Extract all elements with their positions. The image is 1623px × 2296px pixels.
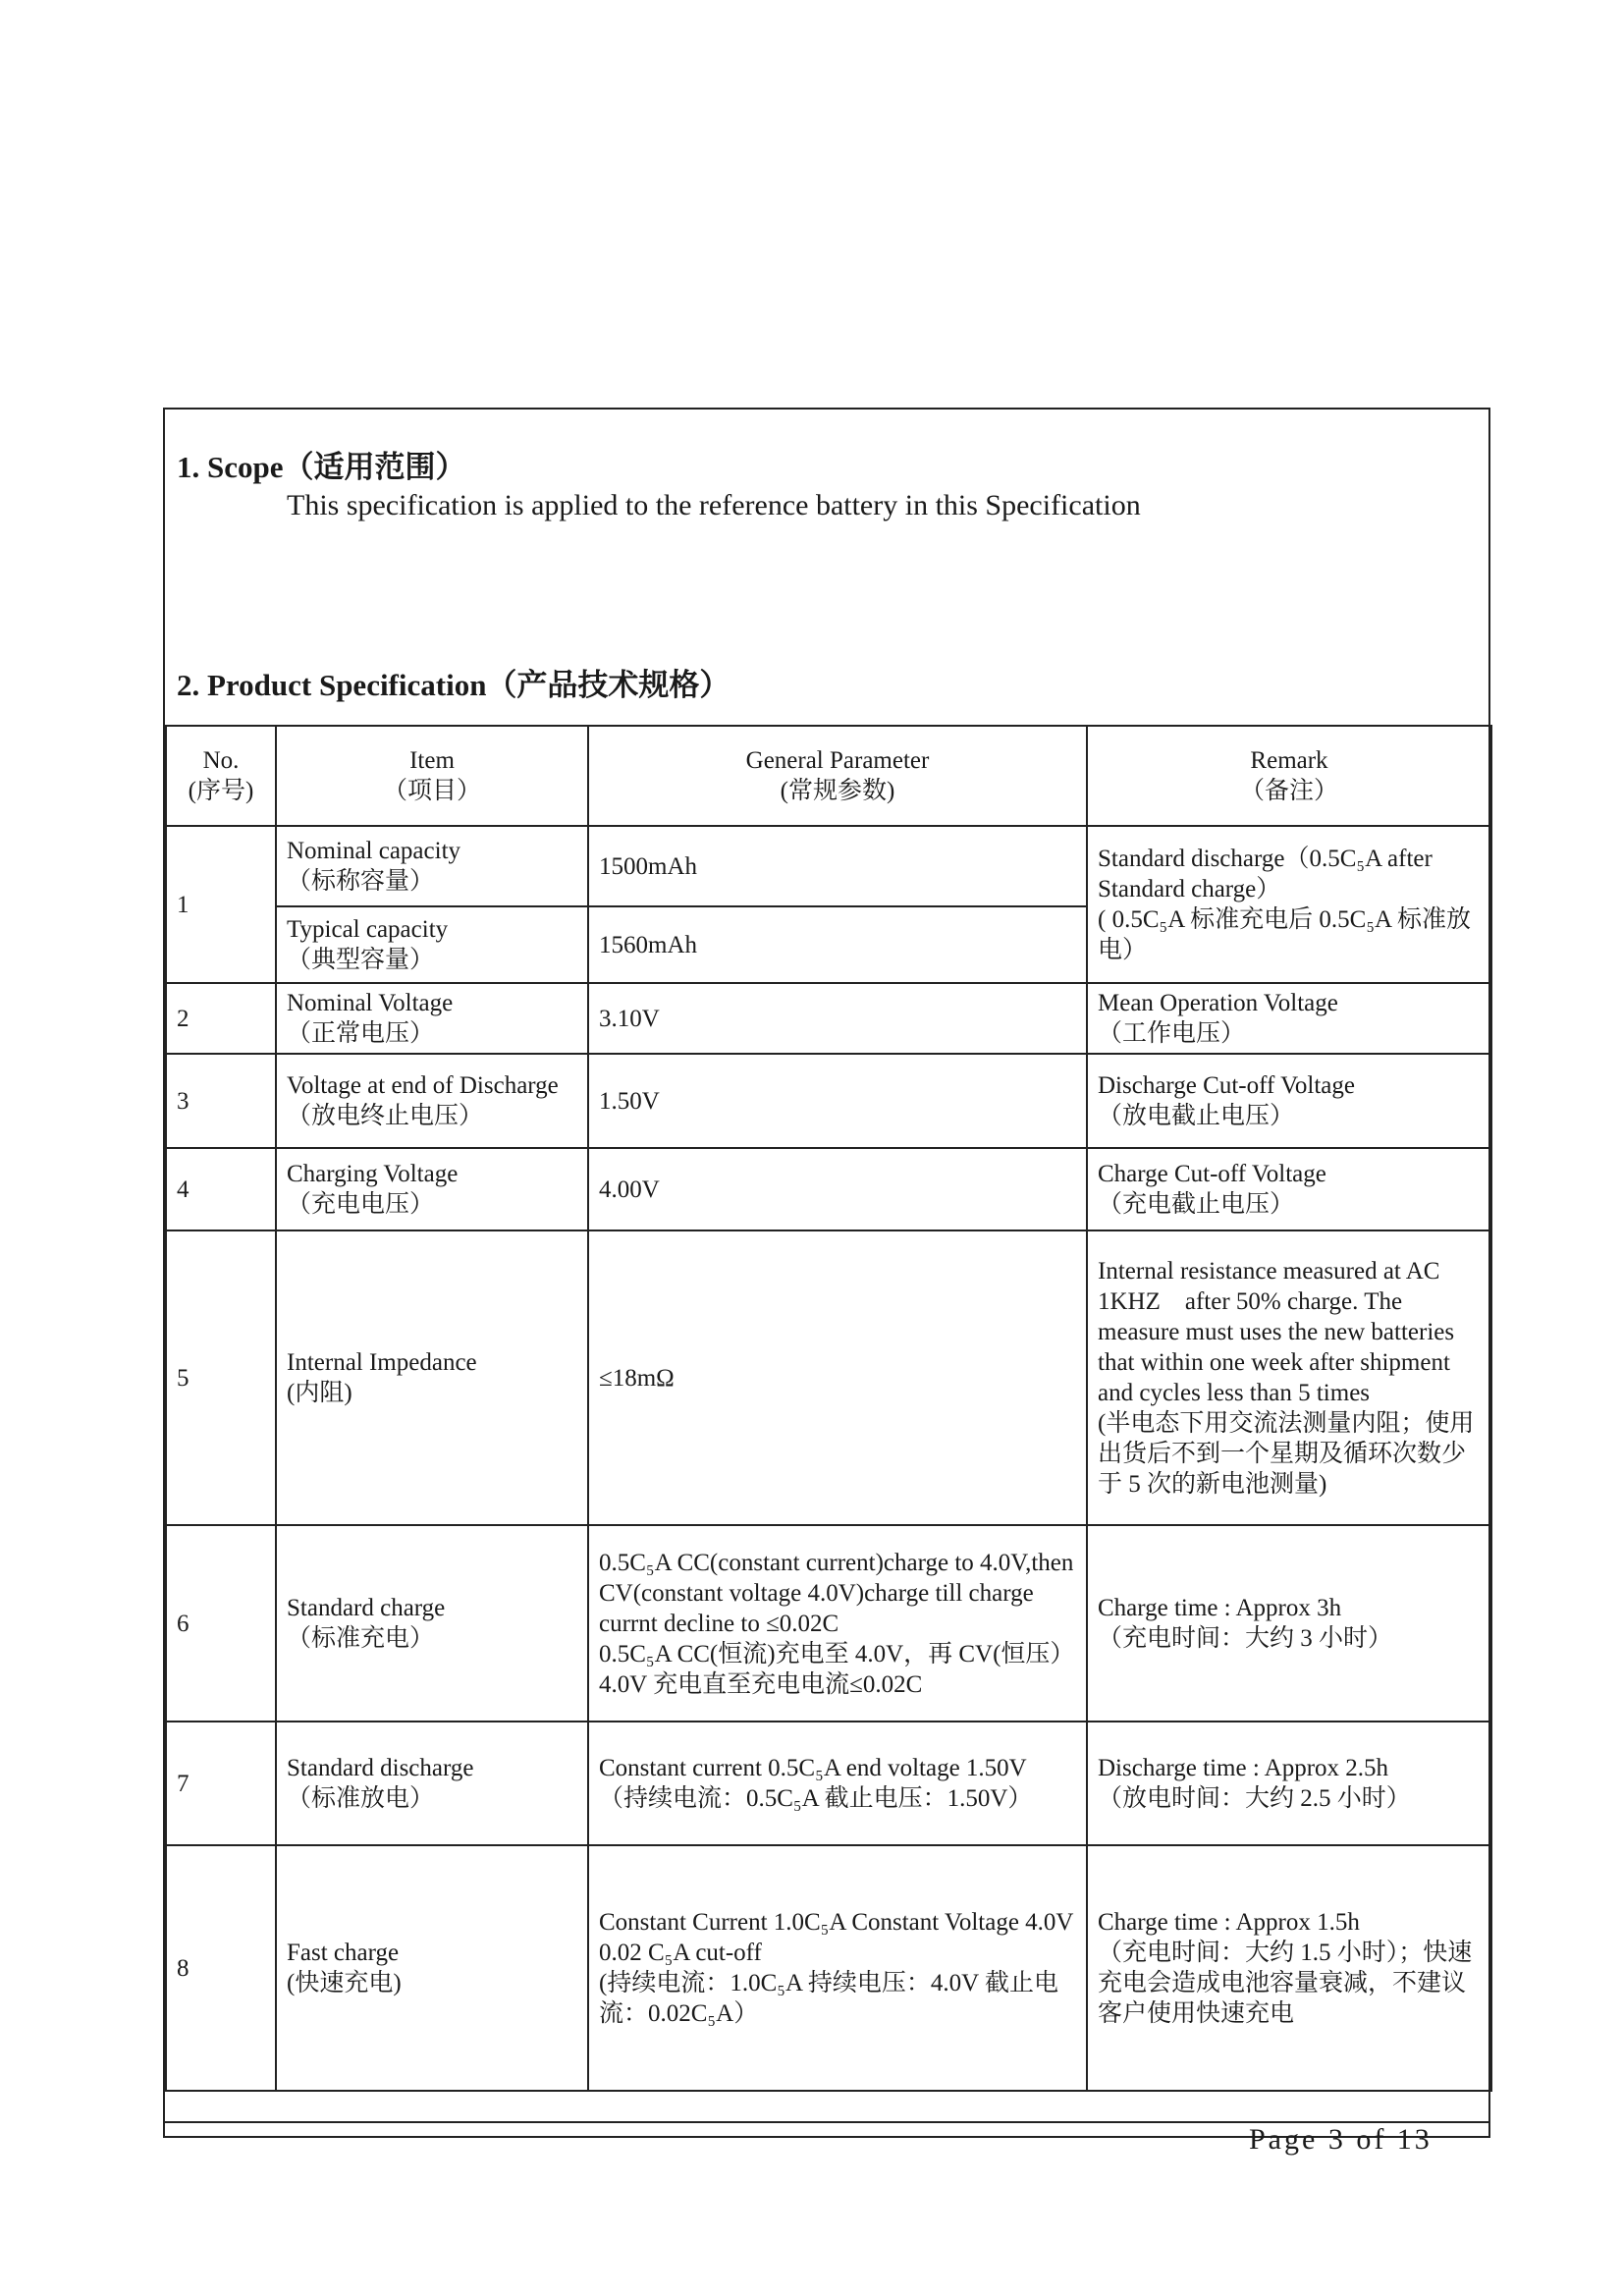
- table-row: [166, 983, 1491, 1054]
- table-row: [166, 1722, 1491, 1845]
- row-item: Standard discharge （标准放电）: [276, 1722, 588, 1845]
- row-param: 3.10V: [588, 983, 1087, 1054]
- table-row: [166, 1525, 1491, 1722]
- row-no: 1: [166, 826, 276, 983]
- row-no: 8: [166, 1845, 276, 2091]
- row-item: Internal Impedance (内阻): [276, 1230, 588, 1525]
- table-row: [166, 826, 1491, 906]
- table-header-row: [166, 726, 1491, 826]
- row-no: 6: [166, 1525, 276, 1722]
- row-remark: Standard discharge（0.5C₅A after Standard charge） ( 0.5C₅A 标准充电后 0.5C₅A 标准放电）: [1087, 826, 1491, 983]
- page-number: Page 3 of 13: [1249, 2123, 1433, 2156]
- row-param: 1500mAh: [588, 826, 1087, 906]
- table-row: [166, 1230, 1491, 1525]
- row-param: Constant Current 1.0C₅A Constant Voltage 4.0V 0.02 C₅A cut-off (持续电流：1.0C₅A 持续电压：4.0V 截止电流：0.02C₅A）: [588, 1845, 1087, 2091]
- product-spec-heading: 2. Product Specification（产品技术规格）: [177, 668, 730, 702]
- row-remark: Charge time : Approx 1.5h （充电时间：大约 1.5 小时）；快速充电会造成电池容量衰减，不建议客户使用快速充电: [1087, 1845, 1491, 2091]
- header-item: Item （项目）: [276, 726, 588, 826]
- row-param: ≤18mΩ: [588, 1230, 1087, 1525]
- row-remark: Charge Cut-off Voltage （充电截止电压）: [1087, 1148, 1491, 1230]
- scope-heading: 1. Scope（适用范围）: [177, 450, 466, 484]
- row-item: Voltage at end of Discharge （放电终止电压）: [276, 1054, 588, 1148]
- row-remark: Mean Operation Voltage （工作电压）: [1087, 983, 1491, 1054]
- row-item: Nominal capacity （标称容量）: [276, 826, 588, 906]
- row-remark: Discharge Cut-off Voltage （放电截止电压）: [1087, 1054, 1491, 1148]
- row-item: Nominal Voltage （正常电压）: [276, 983, 588, 1054]
- header-remark: Remark （备注）: [1087, 726, 1491, 826]
- row-param: 4.00V: [588, 1148, 1087, 1230]
- header-no: No. (序号): [166, 726, 276, 826]
- row-remark: Discharge time : Approx 2.5h （放电时间：大约 2.5 小时）: [1087, 1722, 1491, 1845]
- row-item: Fast charge (快速充电): [276, 1845, 588, 2091]
- row-no: 3: [166, 1054, 276, 1148]
- row-no: 5: [166, 1230, 276, 1525]
- row-item: Charging Voltage （充电电压）: [276, 1148, 588, 1230]
- row-param: Constant current 0.5C₅A end voltage 1.50V （持续电流：0.5C₅A 截止电压：1.50V）: [588, 1722, 1087, 1845]
- header-param: General Parameter (常规参数): [588, 726, 1087, 826]
- table-row: [166, 1845, 1491, 2091]
- row-no: 7: [166, 1722, 276, 1845]
- table-row: [166, 1148, 1491, 1230]
- row-no: 4: [166, 1148, 276, 1230]
- scope-text: This specification is applied to the reference battery in this Specification: [287, 489, 1141, 521]
- row-no: 2: [166, 983, 276, 1054]
- spec-table: [165, 725, 1492, 2092]
- row-param: 0.5C₅A CC(constant current)charge to 4.0V,then CV(constant voltage 4.0V)charge till charge currnt decline to ≤0.02C 0.5C₅A CC(恒流)充电至 4.0V，再 CV(恒压）4.0V 充电直至充电电流≤0.02C: [588, 1525, 1087, 1722]
- row-remark: Internal resistance measured at AC 1KHZ after 50% charge. The measure must uses the new batteries that within one week after shipment and cycles less than 5 times (半电态下用交流法测量内阻；使用出货后不到一个星期及循环次数少于 5 次的新电池测量): [1087, 1230, 1491, 1525]
- row-param: 1.50V: [588, 1054, 1087, 1148]
- table-row: [166, 1054, 1491, 1148]
- row-item: Standard charge （标准充电）: [276, 1525, 588, 1722]
- row-param: 1560mAh: [588, 906, 1087, 983]
- row-remark: Charge time : Approx 3h （充电时间：大约 3 小时）: [1087, 1525, 1491, 1722]
- row-item: Typical capacity （典型容量）: [276, 906, 588, 983]
